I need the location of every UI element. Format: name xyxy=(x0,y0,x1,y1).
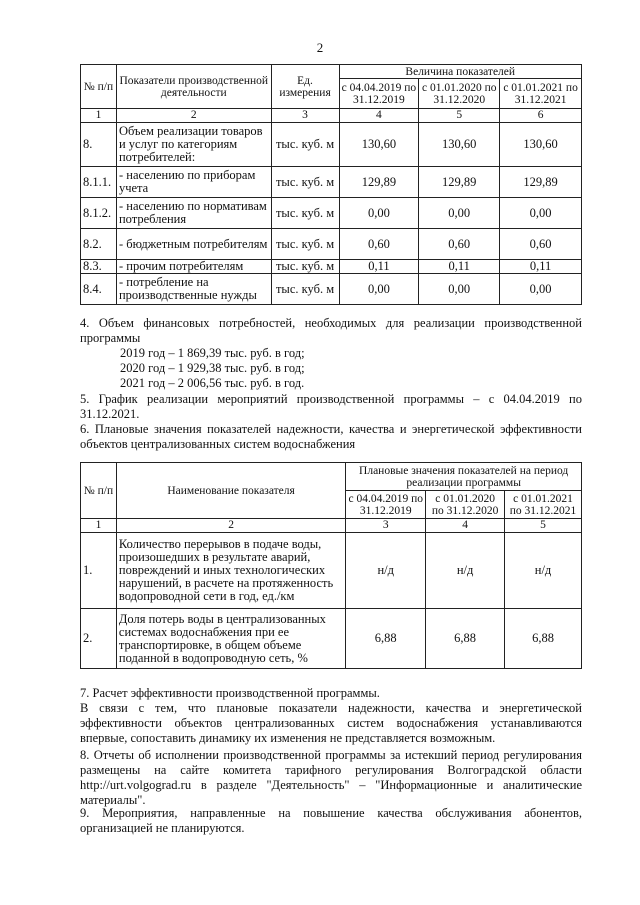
row-unit: тыс. куб. м xyxy=(271,260,339,274)
header-name: Наименование показателя xyxy=(116,463,345,519)
table-row xyxy=(81,123,582,167)
row-value-2019: 129,89 xyxy=(339,167,419,198)
index-cell: 3 xyxy=(271,109,339,123)
row-unit: тыс. куб. м xyxy=(271,123,339,167)
row-unit: тыс. куб. м xyxy=(271,229,339,260)
row-value-2020: 0,11 xyxy=(419,260,500,274)
row-name: - прочим потребителям xyxy=(116,260,271,274)
index-cell: 4 xyxy=(339,109,419,123)
row-value-2019: 0,60 xyxy=(339,229,419,260)
row-num: 8.3. xyxy=(81,260,117,274)
header-period-1: с 04.04.2019 по 31.12.2019 xyxy=(346,491,426,519)
row-value-2019: 0,00 xyxy=(339,274,419,305)
row-name: Объем реализации товаров и услуг по категориям потребителей: xyxy=(116,123,271,167)
index-cell: 4 xyxy=(426,519,505,533)
header-num: № п/п xyxy=(81,65,117,109)
row-value-2020: 0,00 xyxy=(419,198,500,229)
section-9: 9. Мероприятия, направленные на повышение качества обслуживания абонентов, организацией не планируются. xyxy=(80,806,582,835)
section-4-line: 2021 год – 2 006,56 тыс. руб. в год. xyxy=(120,376,305,390)
row-value-2020: 0,60 xyxy=(419,229,500,260)
index-cell: 6 xyxy=(500,109,582,123)
row-name: Количество перерывов в подаче воды, произошедших в результате аварий, повреждений и иных технологических нарушений, в расчете на протяженность водопроводной сети в год, ед./км xyxy=(116,533,345,609)
header-unit: Ед. измерения xyxy=(271,65,339,109)
row-value-2021: 6,88 xyxy=(505,609,582,669)
header-period-1: с 04.04.2019 по 31.12.2019 xyxy=(339,79,419,109)
row-num: 8.1.2. xyxy=(81,198,117,229)
page-number: 2 xyxy=(316,40,324,55)
table-row xyxy=(81,533,582,609)
section-7-title: 7. Расчет эффективности производственной программы. xyxy=(80,686,380,700)
row-value-2021: 0,00 xyxy=(500,198,582,229)
table-row xyxy=(81,609,582,669)
header-period-3: с 01.01.2021 по 31.12.2021 xyxy=(505,491,582,519)
row-num: 8.2. xyxy=(81,229,117,260)
index-cell: 1 xyxy=(81,109,117,123)
row-num: 1. xyxy=(81,533,117,609)
row-value-2021: 0,60 xyxy=(500,229,582,260)
index-cell: 2 xyxy=(116,109,271,123)
row-num: 8.1.1. xyxy=(81,167,117,198)
row-value-2019: н/д xyxy=(346,533,426,609)
row-name: Доля потерь воды в централизованных системах водоснабжения при ее транспортировке, в общем объеме поданной в водопроводную сеть, % xyxy=(116,609,345,669)
header-period-2: с 01.01.2020 по 31.12.2020 xyxy=(419,79,500,109)
row-unit: тыс. куб. м xyxy=(271,167,339,198)
row-name: - бюджетным потребителям xyxy=(116,229,271,260)
row-value-2020: 0,00 xyxy=(419,274,500,305)
table-row xyxy=(81,198,582,229)
section-8: 8. Отчеты об исполнении производственной программы за истекший период регулирования размещены на сайте комитета тарифного регулирования Волгоградской области http://urt.volgograd.ru в разделе "Деятельность" – "Информационные и аналитические материалы". xyxy=(80,748,582,807)
row-value-2020: н/д xyxy=(426,533,505,609)
header-period-3: с 01.01.2021 по 31.12.2021 xyxy=(500,79,582,109)
header-indicators: Показатели производственной деятельности xyxy=(116,65,271,109)
row-value-2021: 0,11 xyxy=(500,260,582,274)
section-4-title: 4. Объем финансовых потребностей, необходимых для реализации производственной программы xyxy=(80,316,582,345)
table-row xyxy=(81,229,582,260)
row-name: - потребление на производственные нужды xyxy=(116,274,271,305)
row-num: 2. xyxy=(81,609,117,669)
row-num: 8.4. xyxy=(81,274,117,305)
table-row xyxy=(81,260,582,274)
planned-indicators-table xyxy=(80,462,582,669)
index-cell: 2 xyxy=(116,519,345,533)
section-5: 5. График реализации мероприятий производственной программы – с 04.04.2019 по 31.12.2021. xyxy=(80,392,582,421)
index-cell: 1 xyxy=(81,519,117,533)
table-row xyxy=(81,274,582,305)
row-value-2020: 130,60 xyxy=(419,123,500,167)
section-4 xyxy=(80,316,582,391)
row-value-2020: 6,88 xyxy=(426,609,505,669)
section-4-line: 2020 год – 1 929,38 тыс. руб. в год; xyxy=(120,361,305,375)
section-7 xyxy=(80,686,582,746)
production-indicators-table xyxy=(80,64,582,305)
row-unit: тыс. куб. м xyxy=(271,274,339,305)
row-name: - населению по приборам учета xyxy=(116,167,271,198)
row-value-2021: 130,60 xyxy=(500,123,582,167)
index-cell: 5 xyxy=(419,109,500,123)
row-value-2019: 6,88 xyxy=(346,609,426,669)
row-value-2021: н/д xyxy=(505,533,582,609)
header-num: № п/п xyxy=(81,463,117,519)
section-7-body: В связи с тем, что плановые показатели надежности, качества и энергетической эффективности объектов централизованных систем водоснабжения устанавливаются впервые, сопоставить динамику их изменения не представляется возможным. xyxy=(80,701,582,745)
row-unit: тыс. куб. м xyxy=(271,198,339,229)
row-value-2020: 129,89 xyxy=(419,167,500,198)
section-6: 6. Плановые значения показателей надежности, качества и энергетической эффективности объектов централизованных систем водоснабжения xyxy=(80,422,582,451)
index-cell: 5 xyxy=(505,519,582,533)
section-4-line: 2019 год – 1 869,39 тыс. руб. в год; xyxy=(120,346,305,360)
row-value-2019: 0,11 xyxy=(339,260,419,274)
row-name: - населению по нормативам потребления xyxy=(116,198,271,229)
row-value-2021: 129,89 xyxy=(500,167,582,198)
row-value-2019: 0,00 xyxy=(339,198,419,229)
table-row xyxy=(81,167,582,198)
header-period-2: с 01.01.2020 по 31.12.2020 xyxy=(426,491,505,519)
row-value-2021: 0,00 xyxy=(500,274,582,305)
header-values-group: Плановые значения показателей на период реализации программы xyxy=(346,463,582,491)
index-cell: 3 xyxy=(346,519,426,533)
row-num: 8. xyxy=(81,123,117,167)
row-value-2019: 130,60 xyxy=(339,123,419,167)
header-values-group: Величина показателей xyxy=(339,65,582,79)
